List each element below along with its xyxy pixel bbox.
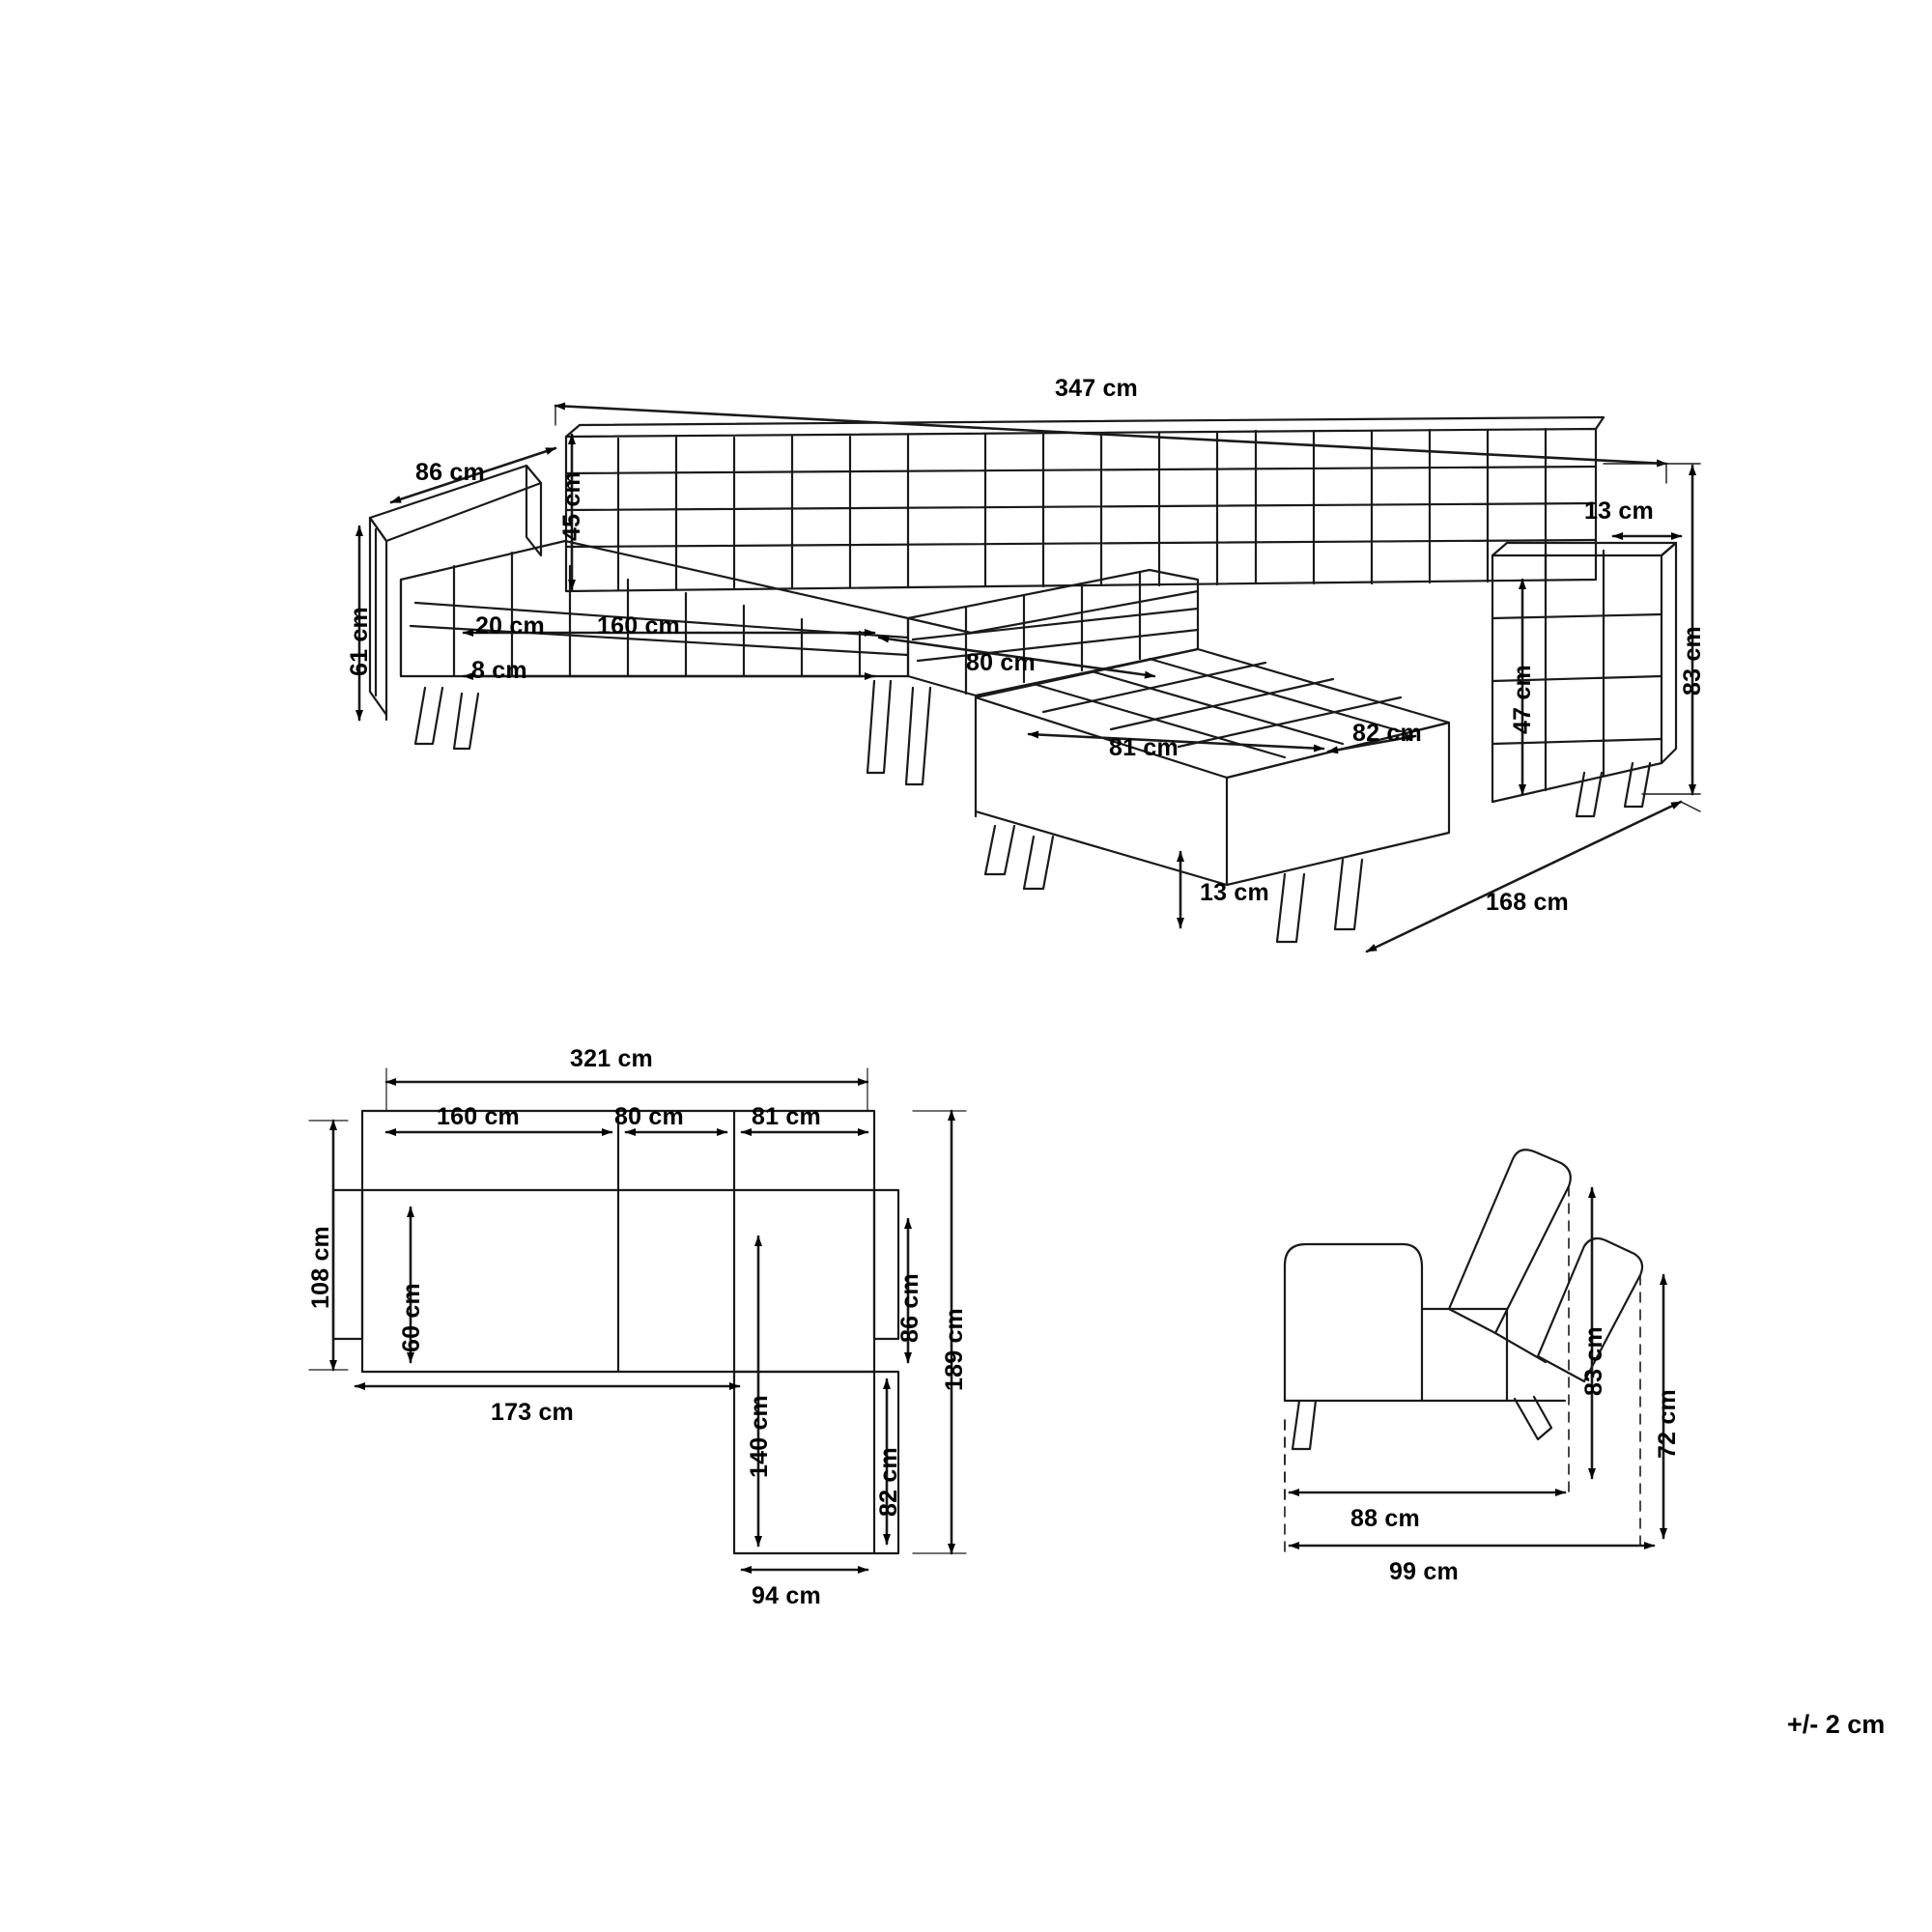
label-total-height-83: 83 cm	[1679, 626, 1706, 696]
label-leg-height-13: 13 cm	[1200, 879, 1269, 906]
label-chaise-width-94: 94 cm	[752, 1582, 821, 1609]
label-reclined-depth-72: 72 cm	[1654, 1389, 1681, 1459]
label-overall-depth-99: 99 cm	[1389, 1558, 1459, 1585]
label-bed-inner-depth-60: 60 cm	[398, 1283, 425, 1352]
label-chaise-depth-82: 82 cm	[875, 1447, 902, 1517]
label-bed-section-80: 80 cm	[614, 1103, 684, 1130]
label-bed-section-81: 81 cm	[752, 1103, 821, 1130]
label-side-depth-86: 86 cm	[896, 1273, 923, 1343]
label-bed-depth-108: 108 cm	[307, 1226, 334, 1309]
label-bed-total-width-321: 321 cm	[570, 1045, 653, 1072]
label-total-width-347: 347 cm	[1055, 375, 1138, 402]
label-chaise-depth-82: 82 cm	[1352, 720, 1422, 747]
label-seat-gap-8: 8 cm	[471, 657, 527, 684]
tolerance-note: +/- 2 cm	[1787, 1710, 1886, 1739]
label-chaise-length-140: 140 cm	[746, 1395, 773, 1478]
label-reclined-height-83: 83 cm	[1580, 1326, 1607, 1396]
label-total-depth-189: 189 cm	[941, 1308, 968, 1391]
label-seat-depth-88: 88 cm	[1350, 1505, 1420, 1532]
label-seat-height-47: 47 cm	[1509, 665, 1536, 734]
label-bed-length-173: 173 cm	[491, 1399, 574, 1426]
label-arm-height-61: 61 cm	[346, 607, 373, 676]
label-seat-width-80: 80 cm	[966, 649, 1036, 676]
label-bed-section-160: 160 cm	[437, 1103, 520, 1130]
label-total-depth-168: 168 cm	[1486, 889, 1569, 916]
label-chaise-width-81: 81 cm	[1109, 734, 1179, 761]
label-arm-depth-86: 86 cm	[415, 459, 485, 486]
label-arm-thickness-13: 13 cm	[1584, 497, 1654, 525]
label-backrest-height-45: 45 cm	[558, 471, 585, 541]
label-seat-back-depth-20: 20 cm	[475, 612, 545, 639]
label-seat-width-160: 160 cm	[597, 612, 680, 639]
